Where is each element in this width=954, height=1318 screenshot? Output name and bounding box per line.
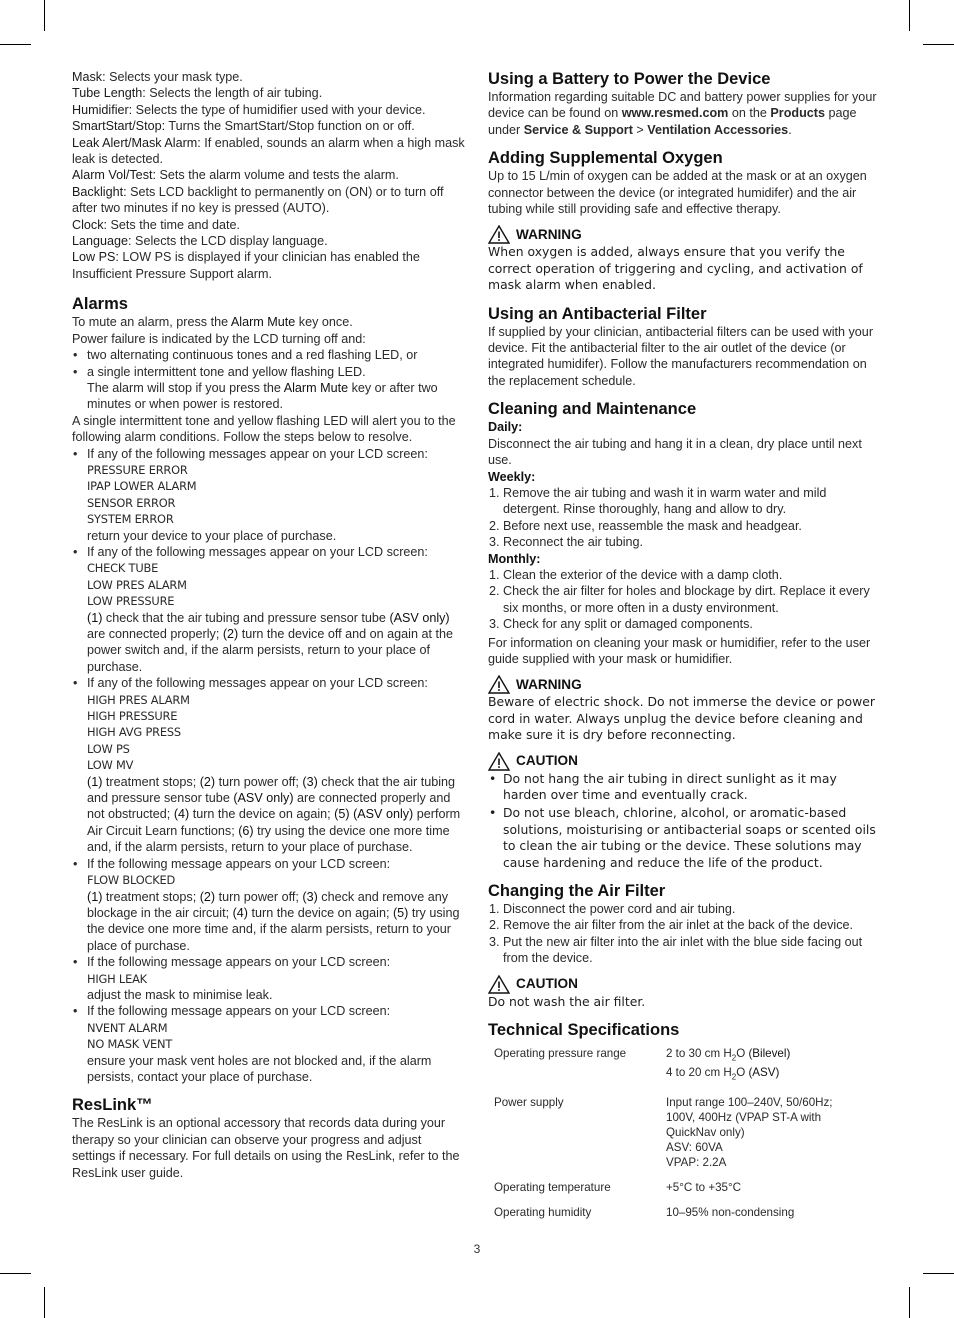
lcd-message: LOW PRESSURE bbox=[87, 594, 175, 609]
weekly-label: Weekly: bbox=[488, 469, 536, 484]
daily-label: Daily: bbox=[488, 420, 523, 435]
oxygen-warning-text: When oxygen is added, always ensure that you verify the correct operation of triggering and cycling, and activation of mask alarm when enabled. bbox=[488, 244, 863, 293]
lcd-message: HIGH AVG PRESS bbox=[87, 725, 181, 740]
weekly-list bbox=[488, 485, 883, 551]
lcd-message: CHECK TUBE bbox=[87, 561, 159, 576]
resmed-link[interactable]: www.resmed.com bbox=[621, 106, 729, 121]
battery-text: Information regarding suitable DC and battery power supplies for your device can be found on www.resmed.com on the Products page under Service & Support > Ventilation Accessories. bbox=[488, 90, 877, 137]
crop-mark bbox=[909, 0, 910, 31]
oxygen-warning-heading: WARNING bbox=[488, 225, 883, 244]
list-item: • a single intermittent tone and yellow flashing LED. The alarm will stop if you press the Alarm Mute key or after two minutes or when power is restored. bbox=[72, 364, 467, 413]
list-item: • two alternating continuous tones and a red flashing LED, or bbox=[72, 347, 467, 363]
definition-backlight: Backlight: Sets LCD backlight to permanently on (ON) or to turn off after two minutes if no key is pressed (AUTO). bbox=[72, 184, 444, 216]
reslink-heading: ResLink™ bbox=[72, 1096, 153, 1115]
caution-triangle-icon bbox=[488, 752, 510, 771]
list-item: 2. Before next use, reassemble the mask and headgear. bbox=[489, 518, 802, 533]
lcd-message: LOW PRES ALARM bbox=[87, 577, 187, 592]
cleaning-note: For information on cleaning your mask or humidifier, refer to the user guide supplied with your mask or humidifier. bbox=[488, 635, 871, 666]
list-item: 2. Check the air filter for holes and blockage by dirt. Replace it every six months, or more often in a dusty environment. bbox=[489, 584, 870, 615]
page-number: 3 bbox=[473, 1242, 481, 1256]
warning-triangle-icon bbox=[488, 675, 510, 694]
definition-leak-alert: Leak Alert/Mask Alarm: If enabled, sounds an alarm when a high mask leak is detected. bbox=[72, 135, 465, 167]
alarm-group-2: • If any of the following messages appear on your LCD screen: CHECK TUBE LOW PRES ALARM LOW PRESSURE (1) check that the air tubing and pressure sensor tube (ASV only) are connected properly; (2) turn the device off and on again at the power switch and, if the alarm persists, return to your place of purchase. bbox=[72, 544, 467, 675]
alarm-group-3: • If any of the following messages appear on your LCD screen: HIGH PRES ALARM HIGH PRESSURE HIGH AVG PRESS LOW PS LOW MV (1) treatment stops; (2) turn power off; (3) check that the air tubing and pressure sensor tube (ASV only) are connected properly and not obstructed; (4) turn the device on again; (5) (ASV only) perform Air Circuit Learn functions; (6) try using the device one more time and, if the alarm persists, return to your place of purchase. bbox=[72, 675, 467, 855]
air-filter-caution-heading: CAUTION bbox=[488, 975, 883, 994]
list-item: 3. Reconnect the air tubing. bbox=[489, 535, 644, 550]
oxygen-text: Up to 15 L/min of oxygen can be added at the mask or at an oxygen connector between the device (or integrated humidifer) and the air tubing while still providing safe and effective therapy. bbox=[488, 169, 867, 217]
filter-text: If supplied by your clinician, antibacterial filters can be used with your device. Fit the antibacterial filter to the air outlet of the device (or integrated humidifer). Follow the manufacturers recommendation on the replacement schedule. bbox=[488, 324, 874, 388]
table-row bbox=[488, 1046, 839, 1095]
list-item: 3. Check for any split or damaged components. bbox=[489, 617, 753, 632]
definition-alarm-vol: Alarm Vol/Test: Sets the alarm volume and tests the alarm. bbox=[72, 168, 399, 183]
list-item: • Do not hang the air tubing in direct sunlight as it may harden over time and eventually crack. bbox=[488, 771, 883, 804]
table-row bbox=[488, 1205, 839, 1230]
list-item: 1. Disconnect the power cord and air tubing. bbox=[489, 902, 736, 917]
alarm-group-6: • If the following message appears on your LCD screen: NVENT ALARM NO MASK VENT ensure your mask vent holes are not blocked and, if the alarm persists, contact your place of purchase. bbox=[72, 1003, 467, 1085]
battery-heading: Using a Battery to Power the Device bbox=[488, 70, 771, 88]
crop-mark bbox=[0, 44, 31, 45]
alarm-group-5: • If the following message appears on your LCD screen: HIGH LEAK adjust the mask to minimise leak. bbox=[72, 954, 467, 1003]
definition-tube-length: Tube Length: Selects the length of air tubing. bbox=[72, 86, 323, 101]
right-column bbox=[488, 69, 883, 1230]
alarms-heading: Alarms bbox=[72, 295, 128, 314]
list-item: 1. Clean the exterior of the device with a damp cloth. bbox=[489, 567, 783, 582]
crop-mark bbox=[0, 1273, 31, 1274]
list-item: 3. Put the new air filter into the air inlet with the blue side facing out from the device. bbox=[489, 934, 863, 966]
cleaning-heading: Cleaning and Maintenance bbox=[488, 400, 697, 419]
crop-mark bbox=[44, 0, 45, 31]
lcd-message: SYSTEM ERROR bbox=[87, 512, 174, 527]
lcd-message: IPAP LOWER ALARM bbox=[87, 479, 197, 494]
lcd-message: LOW PS bbox=[87, 741, 130, 756]
lcd-message: SENSOR ERROR bbox=[87, 495, 176, 510]
definition-mask: Mask: Selects your mask type. bbox=[72, 70, 243, 84]
alarms-mute-text: To mute an alarm, press the Alarm Mute key once. bbox=[72, 315, 353, 330]
alarm-conditions-intro: A single intermittent tone and yellow flashing LED will alert you to the following alarm conditions. Follow the steps below to resolve. bbox=[72, 413, 456, 445]
oxygen-heading: Adding Supplemental Oxygen bbox=[488, 149, 723, 168]
crop-mark bbox=[923, 44, 954, 45]
lcd-message: HIGH LEAK bbox=[87, 971, 147, 986]
definition-smartstart: SmartStart/Stop: Turns the SmartStart/Stop function on or off. bbox=[72, 119, 415, 134]
spec-value: +5°C to +35°C bbox=[666, 1180, 742, 1194]
definition-clock: Clock: Sets the time and date. bbox=[72, 217, 241, 232]
crop-mark bbox=[44, 1287, 45, 1318]
power-failure-text: Power failure is indicated by the LCD turning off and: bbox=[72, 331, 366, 346]
crop-mark bbox=[923, 1273, 954, 1274]
spec-label: Operating temperature bbox=[494, 1180, 611, 1194]
list-item: 1. Remove the air tubing and wash it in warm water and mild detergent. Rinse thoroughly, hang and allow to dry. bbox=[489, 485, 827, 517]
list-item: • Do not use bleach, chlorine, alcohol, or aromatic-based solutions, moisturising or antibacterial soaps or scented oils to clean the air tubing or the device. These solutions may cause hardening and reduce the life of the product. bbox=[488, 805, 883, 871]
left-column bbox=[72, 69, 467, 1181]
lcd-message: FLOW BLOCKED bbox=[87, 873, 176, 888]
monthly-label: Monthly: bbox=[488, 551, 541, 566]
lcd-message: HIGH PRESSURE bbox=[87, 709, 178, 724]
alarm-group-1: • If any of the following messages appear on your LCD screen: PRESSURE ERROR IPAP LOWER ALARM SENSOR ERROR SYSTEM ERROR return your device to your place of purchase. bbox=[72, 446, 467, 544]
alarm-group-4: • If the following message appears on your LCD screen: FLOW BLOCKED (1) treatment stops; (2) turn power off; (3) check and remove any blockage in the air circuit; (4) turn the device on again; (5) try using the device one more time and, if the alarm persists, return to your place of purchase. bbox=[72, 856, 467, 954]
spec-value: Input range 100–240V, 50/60Hz; 100V, 400Hz (VPAP ST-A with QuickNav only) ASV: 60VA VPAP: 2.2A bbox=[666, 1095, 833, 1169]
cleaning-caution-heading: CAUTION bbox=[488, 752, 883, 771]
power-failure-list bbox=[72, 347, 467, 413]
warning-triangle-icon bbox=[488, 225, 510, 244]
spec-label: Operating pressure range bbox=[494, 1047, 627, 1061]
spec-label: Power supply bbox=[494, 1095, 564, 1109]
cleaning-caution-list bbox=[488, 771, 883, 871]
specs-heading: Technical Specifications bbox=[488, 1021, 680, 1040]
daily-text: Disconnect the air tubing and hang it in a clean, dry place until next use. bbox=[488, 436, 862, 468]
caution-triangle-icon bbox=[488, 975, 510, 994]
crop-mark bbox=[909, 1287, 910, 1318]
table-row bbox=[488, 1180, 839, 1205]
lcd-message: LOW MV bbox=[87, 758, 134, 773]
settings-definitions bbox=[72, 69, 467, 282]
table-row bbox=[488, 1095, 839, 1180]
cleaning-warning-heading: WARNING bbox=[488, 675, 883, 694]
spec-value: 2 to 30 cm $H_2O$ (Bilevel) 4 to 20 cm $H_2O$ (ASV) bbox=[666, 1047, 791, 1082]
definition-humidifier: Humidifier: Selects the type of humidifier used with your device. bbox=[72, 102, 426, 117]
lcd-message: HIGH PRES ALARM bbox=[87, 692, 190, 707]
lcd-message: NO MASK VENT bbox=[87, 1037, 173, 1052]
monthly-list bbox=[488, 567, 883, 633]
list-item: 2. Remove the air filter from the air inlet at the back of the device. bbox=[489, 918, 853, 933]
air-filter-steps bbox=[488, 901, 883, 967]
air-filter-heading: Changing the Air Filter bbox=[488, 882, 666, 901]
filter-heading: Using an Antibacterial Filter bbox=[488, 304, 707, 323]
reslink-text: The ResLink is an optional accessory that records data during your therapy so your clinician can observe your progress and adjust settings if necessary. For full details on using the ResLink, refer to the ResLink user guide. bbox=[72, 1116, 460, 1180]
lcd-message: PRESSURE ERROR bbox=[87, 462, 188, 477]
cleaning-warning-text: Beware of electric shock. Do not immerse the device or power cord in water. Always unplug the device before cleaning and make sure it is dry before reconnecting. bbox=[488, 694, 875, 743]
definition-low-ps: Low PS: LOW PS is displayed if your clinician has enabled the Insufficient Pressure Support alarm. bbox=[72, 250, 420, 281]
spec-label: Operating humidity bbox=[494, 1205, 592, 1219]
air-filter-caution-text: Do not wash the air filter. bbox=[488, 993, 646, 1009]
specs-table bbox=[488, 1046, 839, 1230]
alarm-conditions-list bbox=[72, 446, 467, 1086]
lcd-message: NVENT ALARM bbox=[87, 1020, 168, 1035]
definition-language: Language: Selects the LCD display language. bbox=[72, 234, 328, 249]
spec-value: 10–95% non-condensing bbox=[666, 1205, 795, 1219]
